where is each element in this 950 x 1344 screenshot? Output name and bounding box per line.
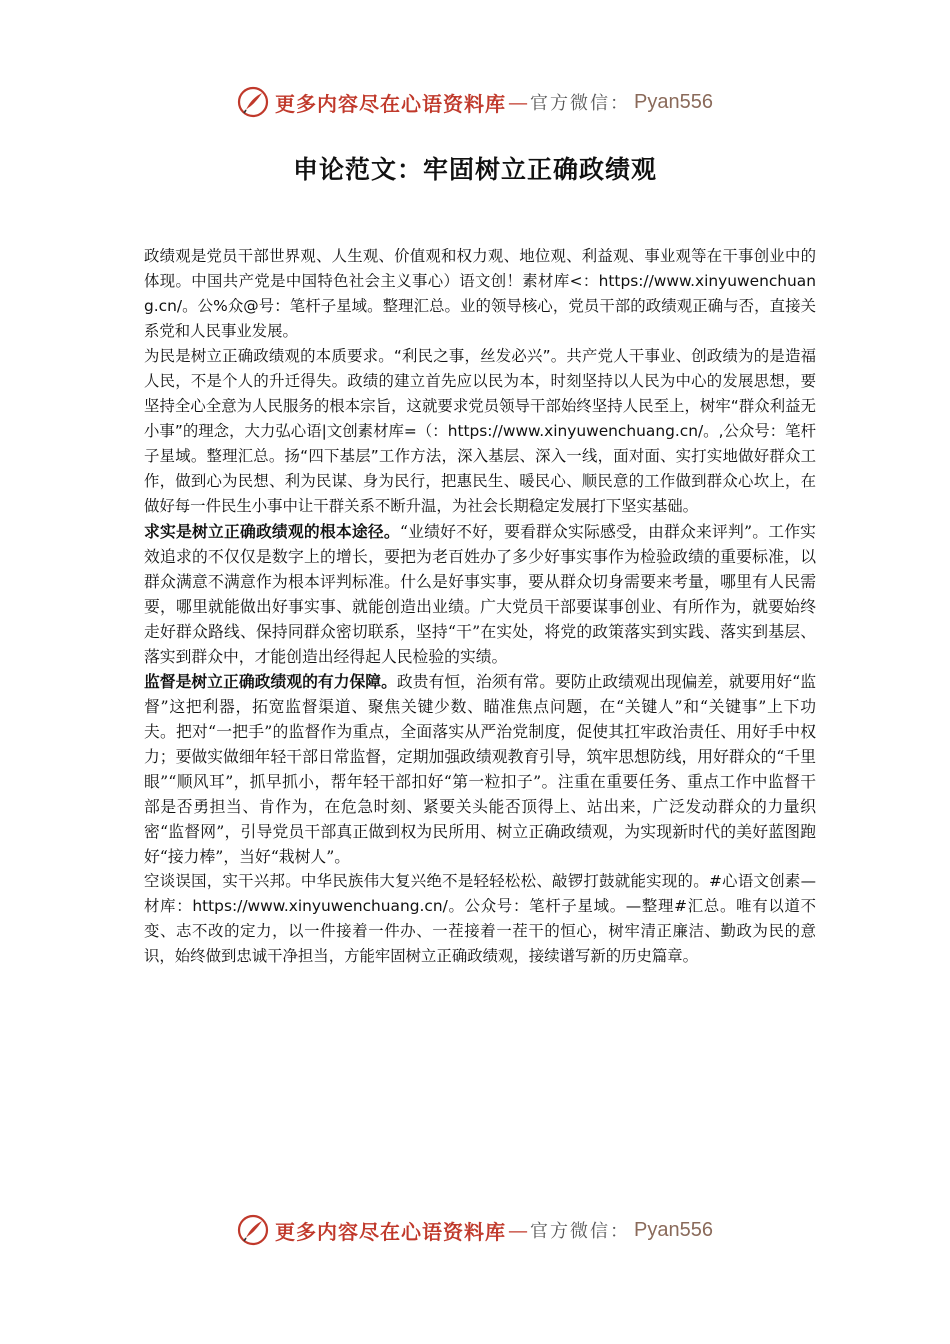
paragraph-text: 空谈误国，实干兴邦。中华民族伟大复兴绝不是轻轻松松、敲锣打鼓就能实现的。#心语文创素—材库：https://www.xinyuwenchuang.cn/。公众号：笔杆子星域。—整理#汇总。唯有以道不变、志不改的定力，以一件接着一件办、一茬接着一茬干的恒心，树牢清正廉洁、勤政为民的意识，始终做到忠诚干净担当，方能牢固树立正确政绩观，接续谱写新的历史篇章。: [144, 872, 816, 965]
document-title: 申论范文：牢固树立正确政绩观: [292, 155, 657, 184]
paragraph-text: “业绩好不好，要看群众实际感受，由群众来评判”。工作实效追求的不仅仅是数字上的增长，要把为老百姓办了多少好事实事作为检验政绩的重要标准，以群众满意不满意作为根本评判标准。什么是好事实事，要从群众切身需要来考量，哪里有人民需要，哪里就能做出好事实事、就能创造出业绩。广大党员干部要谋事创业、有所作为，就要始终走好群众路线、保持同群众密切联系，坚持“干”在实处，将党的政策落实到实践、落实到基层、落实到群众中，才能创造出经得起人民检验的实绩。: [144, 522, 816, 666]
paragraph-pragmatism: [144, 519, 816, 669]
paragraph-people-first: [144, 344, 816, 519]
paragraph-text: 政贵有恒，治须有常。要防止政绩观出现偏差，就要用好“监督”这把利器，拓宽监督渠道、聚焦关键少数、瞄准焦点问题，在“关键人”和“关键事”上下功夫。把对“一把手”的监督作为重点，全面落实从严治党制度，促使其扛牢政治责任、用好手中权力；要做实做细年轻干部日常监督，定期加强政绩观教育引导，筑牢思想防线，用好群众的“千里眼”“顺风耳”，抓早抓小，帮年轻干部扣好“第一粒扣子”。注重在重要任务、重点工作中监督干部是否勇担当、肯作为，在危急时刻、紧要关头能否顶得上、站出来，广泛发动群众的力量织密“监督网”，引导党员干部真正做到权为民所用、树立正确政绩观，为实现新时代的美好蓝图跑好“接力棒”，当好“栽树人”。: [144, 672, 816, 866]
banner-brand-text: 更多内容尽在心语资料库: [275, 91, 507, 116]
paragraph-supervision: [144, 669, 816, 869]
quill-logo-icon: [237, 86, 269, 118]
paragraph-lead: 监督是树立正确政绩观的有力保障。: [144, 672, 397, 691]
paragraph-text: 政绩观是党员干部世界观、人生观、价值观和权力观、地位观、利益观、事业观等在干事创业中的体现。中国共产党是中国特色社会主义事心）语文创！素材库<：https://www.xinyuwenchuang.cn/。公%众@号：笔杆子星域。整理汇总。业的领导核心，党员干部的政绩观正确与否，直接关系党和人民事业发展。: [144, 247, 816, 340]
quill-logo-icon: [237, 1214, 269, 1246]
banner-official-label: 官方微信：: [530, 1221, 631, 1242]
paragraph-intro: [144, 244, 816, 344]
paragraph-text: 为民是树立正确政绩观的本质要求。“利民之事，丝发必兴”。共产党人干事业、创政绩为的是造福人民，不是个人的升迁得失。政绩的建立首先应以民为本，时刻坚持以人民为中心的发展思想，要坚持全心全意为人民服务的根本宗旨，这就要求党员领导干部始终坚持人民至上，树牢“群众利益无小事”的理念，大力弘心语|文创素材库=（：https://www.xinyuwenchuang.cn/。,公众号：笔杆子星域。整理汇总。扬“四下基层”工作方法，深入基层、深入一线，面对面、实打实地做好群众工作，做到心为民想、利为民谋、身为民行，把惠民生、暖民心、顺民意的工作做到群众心坎上，在做好每一件民生小事中让干群关系不断升温，为社会长期稳定发展打下坚实基础。: [144, 347, 816, 515]
banner-official-label: 官方微信：: [530, 93, 631, 114]
document-body: [144, 244, 816, 969]
banner-wechat-id: Pyan556: [634, 1218, 713, 1241]
footer-banner: [0, 1210, 950, 1250]
banner-brand-text: 更多内容尽在心语资料库: [275, 1219, 507, 1244]
banner-separator: —: [508, 1218, 529, 1242]
header-banner: [0, 82, 950, 122]
banner-separator: —: [508, 90, 529, 114]
banner-wechat-id: Pyan556: [634, 90, 713, 113]
paragraph-conclusion: [144, 869, 816, 969]
paragraph-lead: 求实是树立正确政绩观的根本途径。: [144, 522, 400, 541]
